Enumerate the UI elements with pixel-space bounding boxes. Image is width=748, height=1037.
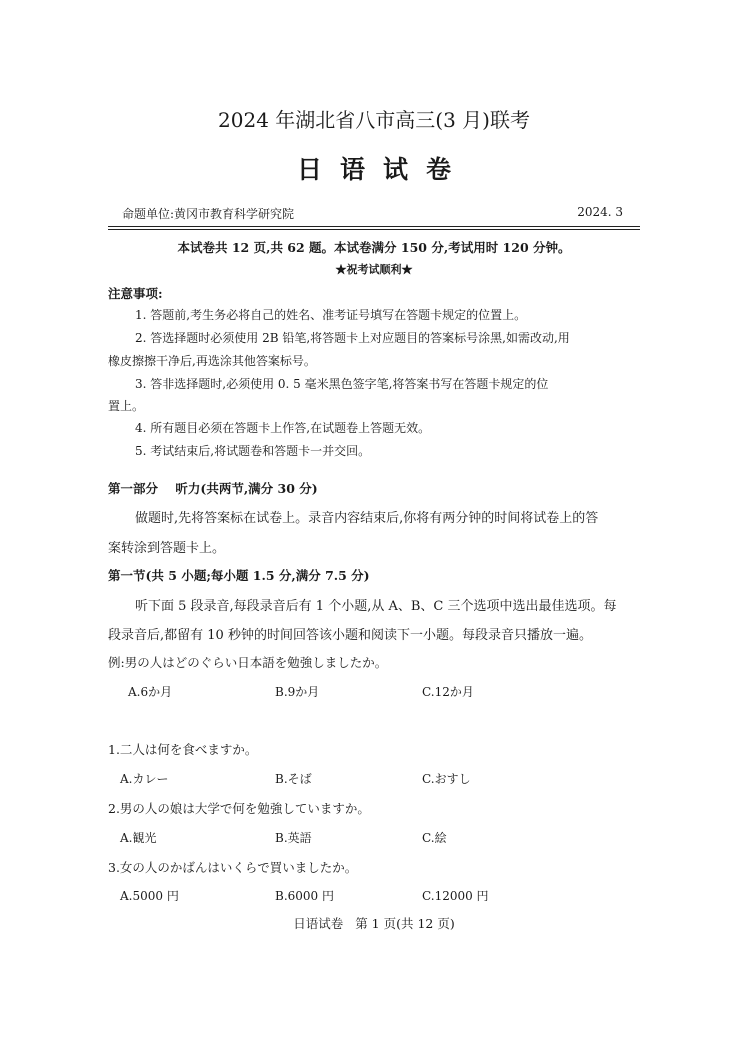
note-line: 置上。 bbox=[108, 399, 145, 413]
example-option-c: C.12か月 bbox=[422, 685, 474, 699]
exam-title: 2024 年湖北省八市高三(3 月)联考 bbox=[218, 108, 530, 132]
question-1: 1.二人は何を食べますか。 bbox=[108, 742, 258, 757]
q3-option-c: C.12000 円 bbox=[422, 889, 489, 903]
question-3: 3.女の人のかばんはいくらで買いましたか。 bbox=[108, 860, 358, 875]
exam-date: 2024. 3 bbox=[577, 205, 623, 219]
exam-summary: 本试卷共 12 页,共 62 题。本试卷满分 150 分,考试用时 120 分钟。 bbox=[177, 240, 571, 255]
header-rule-bottom bbox=[108, 229, 640, 230]
q1-option-c: C.おすし bbox=[422, 772, 471, 786]
page-footer: 日语试卷 第 1 页(共 12 页) bbox=[293, 916, 455, 931]
organizer: 命题单位:黄冈市教育科学研究院 bbox=[122, 207, 295, 221]
note-line: 橡皮擦擦干净后,再选涂其他答案标号。 bbox=[108, 354, 316, 368]
q1-option-a: A.カレー bbox=[120, 772, 169, 786]
q2-option-c: C.絵 bbox=[422, 831, 447, 845]
note-line: 1. 答题前,考生务必将自己的姓名、准考证号填写在答题卡规定的位置上。 bbox=[135, 308, 527, 322]
section1-intro-line: 听下面 5 段录音,每段录音后有 1 个小题,从 A、B、C 三个选项中选出最佳选项。每 bbox=[135, 599, 617, 614]
example-option-b: B.9か月 bbox=[275, 685, 320, 699]
note-line: 2. 答选择题时必须使用 2B 铅笔,将答题卡上对应题目的答案标号涂黑,如需改动,用 bbox=[135, 331, 570, 345]
note-line: 5. 考试结束后,将试题卷和答题卡一并交回。 bbox=[135, 444, 371, 458]
part1-heading: 第一部分 听力(共两节,满分 30 分) bbox=[108, 481, 318, 496]
q2-option-b: B.英語 bbox=[275, 831, 312, 845]
q3-option-b: B.6000 円 bbox=[275, 889, 334, 903]
subject-title: 日语试卷 bbox=[296, 155, 469, 184]
notes-heading: 注意事项: bbox=[108, 286, 163, 301]
q3-option-a: A.5000 円 bbox=[120, 889, 179, 903]
part1-intro-line: 案转涂到答题卡上。 bbox=[108, 541, 226, 556]
part1-intro-line: 做题时,先将答案标在试卷上。录音内容结束后,你将有两分钟的时间将试卷上的答 bbox=[135, 511, 599, 526]
example-question: 例:男の人はどのぐらい日本語を勉強しましたか。 bbox=[108, 655, 388, 670]
good-luck-line: ★祝考试顺利★ bbox=[335, 263, 413, 276]
section1-heading: 第一节(共 5 小题;每小题 1.5 分,满分 7.5 分) bbox=[108, 568, 370, 583]
q1-option-b: B.そば bbox=[275, 772, 312, 786]
note-line: 4. 所有题目必须在答题卡上作答,在试题卷上答题无效。 bbox=[135, 421, 431, 435]
header-rule-top bbox=[108, 226, 640, 227]
note-line: 3. 答非选择题时,必须使用 0. 5 毫米黑色签字笔,将答案书写在答题卡规定的位 bbox=[135, 377, 549, 391]
question-2: 2.男の人の娘は大学で何を勉強していますか。 bbox=[108, 801, 370, 816]
section1-intro-line: 段录音后,都留有 10 秒钟的时间回答该小题和阅读下一小题。每段录音只播放一遍。 bbox=[108, 628, 592, 643]
example-option-a: A.6か月 bbox=[128, 685, 173, 699]
q2-option-a: A.観光 bbox=[120, 831, 157, 845]
